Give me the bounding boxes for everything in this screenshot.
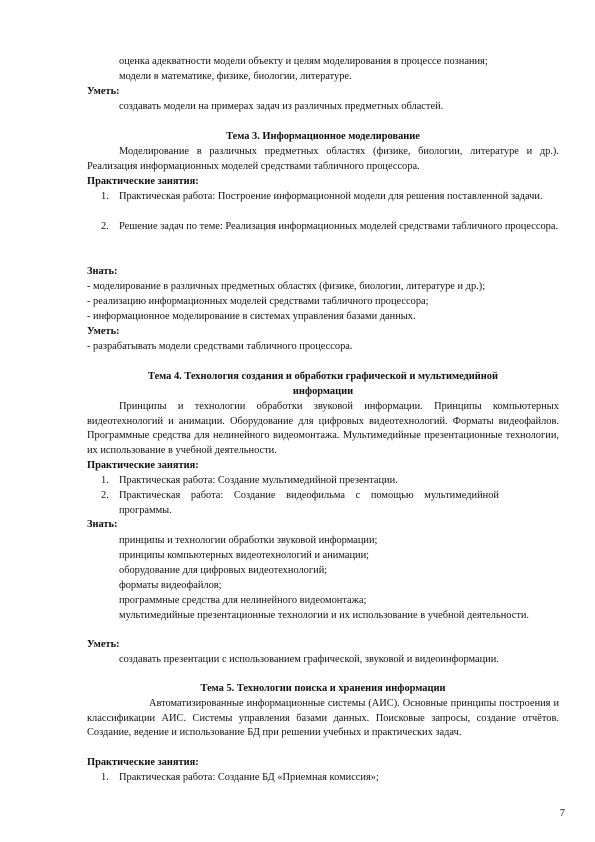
topic5-title: Тема 5. Технологии поиска и хранения информации (200, 683, 446, 694)
topic5-practice-label: Практические занятия: (87, 757, 199, 768)
intro-umet-text: создавать модели на примерах задач из различных предметных областей. (119, 101, 444, 112)
topic4-practice-item-1 (87, 474, 559, 489)
topic4-umet-text: создавать презентации с использованием графической, звуковой и видеоинформации. (119, 654, 499, 665)
topic3-znat-item-2: - реализацию информационных моделей средствами табличного процессора; (87, 296, 429, 307)
list-item-text: Практическая работа: Построение информационной модели для решения поставленной задачи. (119, 191, 543, 202)
topic3-practice-item-2 (87, 220, 559, 235)
intro-umet-label: Уметь: (87, 86, 120, 97)
topic5-paragraph: Автоматизированные информационные системы (АИС). Основные принципы построения и классификации АИС. Системы управления базами данных. Поисковые запросы, создание отчётов. Создание, ведение и использование БД при решении учебных и практических задач. (87, 698, 559, 738)
topic4-znat-item-2: принципы компьютерных видеотехнологий и анимации; (119, 550, 370, 561)
list-item-text: Практическая работа: Создание видеофильма с помощью мультимедийной программы. (119, 490, 499, 516)
topic3-title: Тема 3. Информационное моделирование (226, 131, 420, 142)
topic4-znat-label: Знать: (87, 519, 118, 530)
topic4-znat-item-3: оборудование для цифровых видеотехнологий; (119, 565, 328, 576)
topic4-umet-label: Уметь: (87, 639, 120, 650)
topic4-znat-item-6: мультимедийные презентационные технологии и их использование в учебной деятельности. (119, 610, 530, 621)
list-number: 1. (101, 475, 109, 486)
topic4-znat-item-1: принципы и технологии обработки звуковой информации; (119, 535, 378, 546)
topic4-paragraph: Принципы и технологии обработки звуковой информации. Принципы компьютерных видеотехнологий и анимации. Оборудование для цифровых видеотехнологий. Форматы видеофайлов. Программные средства для нелинейного видеомонтажа. Мультимедийные презентационные технологии, их использование в учебной деятельности. (87, 401, 559, 456)
topic4-znat-item-4: форматы видеофайлов; (119, 580, 222, 591)
list-number: 2. (101, 221, 109, 232)
topic3-znat-label: Знать: (87, 266, 118, 277)
topic3-umet-label: Уметь: (87, 326, 120, 337)
topic3-znat-item-1: - моделирование в различных предметных областях (физике, биологии, литературе и др.); (87, 281, 486, 292)
list-item-text: Решение задач по теме: Реализация информационных моделей средствами табличного процессора. (119, 221, 559, 232)
topic4-practice-label: Практические занятия: (87, 460, 199, 471)
topic3-practice-label: Практические занятия: (87, 176, 199, 187)
list-number: 1. (101, 772, 109, 783)
list-item-text: Практическая работа: Создание БД «Приемная комиссия»; (119, 772, 379, 783)
topic3-znat-item-3: - информационное моделирование в системах управления базами данных. (87, 311, 416, 322)
topic4-title: Тема 4. Технология создания и обработки графической и мультимедийной информации (148, 371, 498, 397)
topic3-paragraph: Моделирование в различных предметных областях (физике, биологии, литературе и др.). Реализация информационных моделей средствами табличного процессора. (87, 146, 559, 172)
intro-line-1: оценка адекватности модели объекту и целям моделирования в процессе познания; (119, 56, 488, 67)
intro-line-2: модели в математике, физике, биологии, литературе. (119, 71, 352, 82)
topic3-practice-item-1 (87, 190, 559, 205)
topic4-practice-item-2 (87, 489, 559, 518)
page-number: 7 (559, 808, 565, 819)
list-number: 2. (101, 490, 109, 501)
list-number: 1. (101, 191, 109, 202)
topic3-umet-text: - разрабатывать модели средствами табличного процессора. (87, 341, 353, 352)
list-item-text: Практическая работа: Создание мультимедийной презентации. (119, 475, 398, 486)
topic4-znat-item-5: программные средства для нелинейного видеомонтажа; (119, 595, 367, 606)
topic5-practice-item-1 (87, 771, 559, 786)
